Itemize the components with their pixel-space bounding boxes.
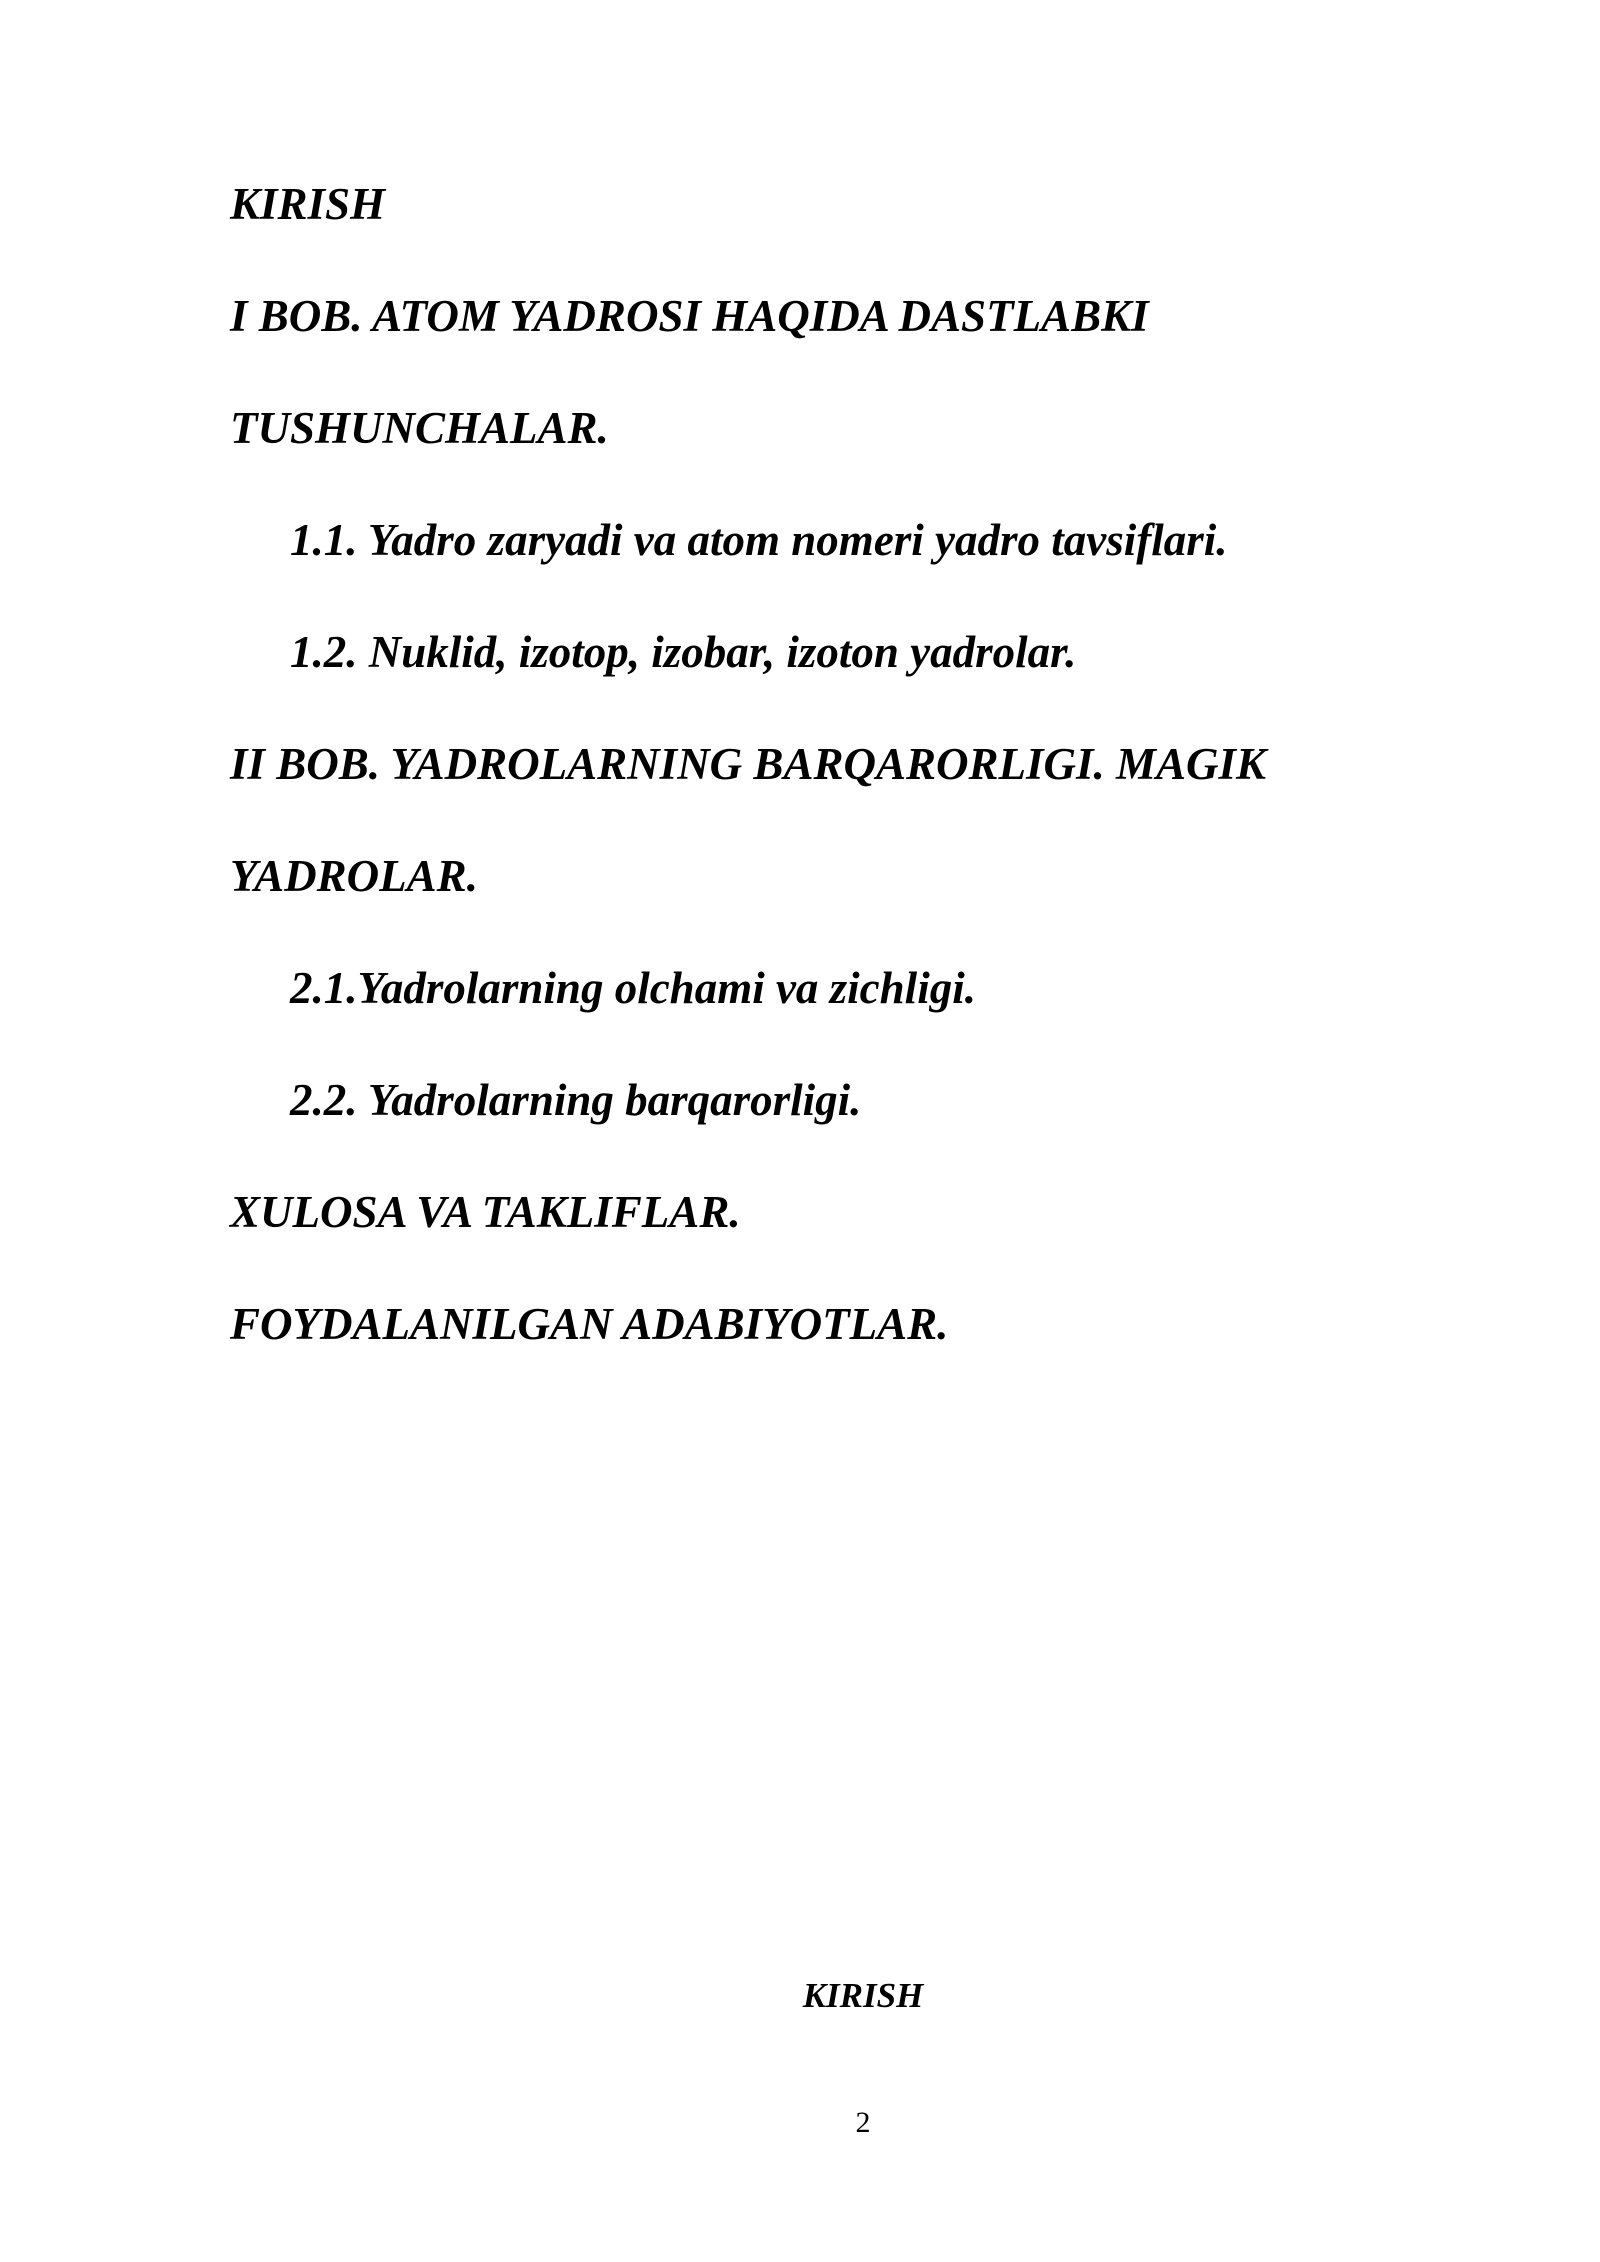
page-number: 2 xyxy=(855,2106,871,2139)
toc-entry-chapter-1-title-continued: TUSHUNCHALAR. xyxy=(230,403,609,453)
toc-entry-section-2-1: 2.1.Yadrolarning olchami va zichligi. xyxy=(290,963,976,1013)
table-of-contents xyxy=(230,148,1430,1380)
toc-entry-section-1-1: 1.1. Yadro zaryadi va atom nomeri yadro tavsiflari. xyxy=(290,515,1228,565)
toc-entry-references: FOYDALANILGAN ADABIYOTLAR. xyxy=(230,1299,949,1349)
toc-entry-chapter-2-title: II BOB. YADROLARNING BARQARORLIGI. MAGIK xyxy=(230,739,1267,789)
toc-entry-kirish: KIRISH xyxy=(230,179,386,229)
toc-entry-section-2-2: 2.2. Yadrolarning barqarorligi. xyxy=(290,1075,862,1125)
toc-entry-chapter-1-title: I BOB. ATOM YADROSI HAQIDA DASTLABKI xyxy=(230,291,1149,341)
toc-entry-chapter-2-title-continued: YADROLAR. xyxy=(230,851,478,901)
toc-entry-conclusion: XULOSA VA TAKLIFLAR. xyxy=(230,1187,741,1237)
section-heading: KIRISH xyxy=(802,1976,924,2015)
toc-entry-section-1-2: 1.2. Nuklid, izotop, izobar, izoton yadrolar. xyxy=(290,627,1077,677)
